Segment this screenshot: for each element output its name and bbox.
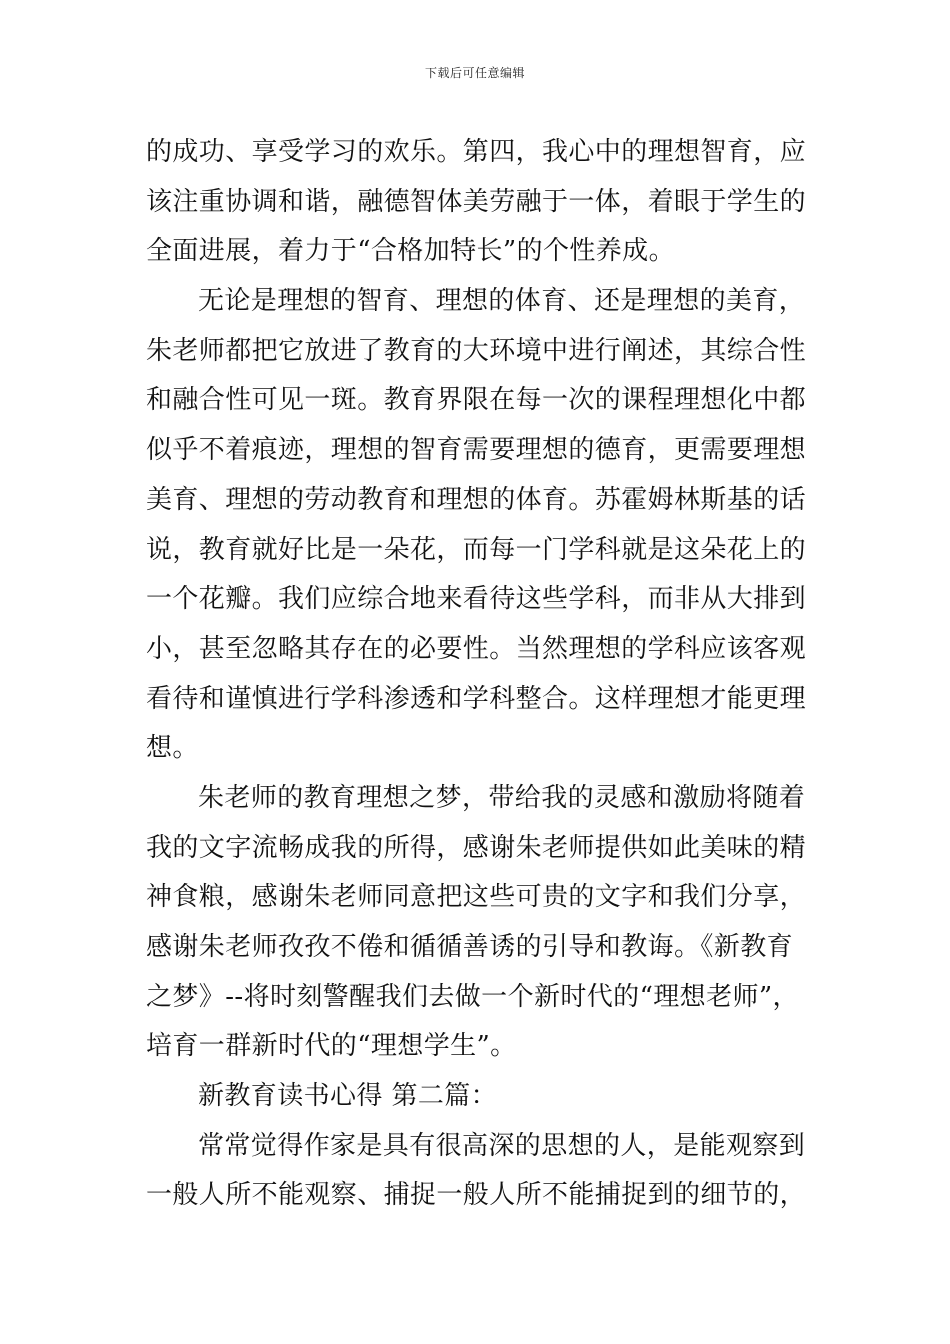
text-line: 美育、理想的劳动教育和理想的体育。苏霍姆林斯基的话 [146,484,807,515]
text-line: 小，甚至忽略其存在的必要性。当然理想的学科应该客观 [146,633,807,664]
page-header: 下载后可任意编辑 [424,66,525,80]
text-line: 感谢朱老师孜孜不倦和循循善诱的引导和教诲。《新教育 [146,932,794,962]
text-line: 我的文字流畅成我的所得，感谢朱老师提供如此美味的精 [146,832,807,863]
text-line: 看待和谨慎进行学科渗透和学科整合。这样理想才能更理 [146,683,807,714]
text-line: 似乎不着痕迹，理想的智育需要理想的德育，更需要理想 [146,435,807,466]
document-body [146,128,816,1221]
text-line: 一般人所不能观察、捕捉一般人所不能捕捉到的细节的， [146,1180,807,1211]
text-line: 的成功、享受学习的欢乐。第四，我心中的理想智育，应 [146,137,807,167]
paragraph-first-line: 常常觉得作家是具有很高深的思想的人，是能观察到 [198,1130,806,1161]
paragraph-first-line: 无论是理想的智育、理想的体育、还是理想的美育， [198,286,806,317]
section-heading: 新教育读书心得 第二篇： [198,1081,498,1112]
text-line: 说，教育就好比是一朵花，而每一门学科就是这朵花上的 [146,534,807,565]
text-line: 之梦》--将时刻警醒我们去做一个新时代的“理想老师”， [146,981,799,1012]
text-line: 该注重协调和谐，融德智体美劳融于一体，着眼于学生的 [146,186,807,217]
text-line: 全面进展，着力于“合格加特长”的个性养成。 [146,236,675,267]
text-line: 朱老师都把它放进了教育的大环境中进行阐述，其综合性 [146,335,807,366]
text-line: 想。 [146,733,199,764]
text-line: 一个花瓣。我们应综合地来看待这些学科，而非从大排到 [146,584,807,615]
text-line: 培育一群新时代的“理想学生”。 [146,1031,517,1062]
text-line: 和融合性可见一斑。教育界限在每一次的课程理想化中都 [146,385,807,416]
paragraph-first-line: 朱老师的教育理想之梦，带给我的灵感和激励将随着 [198,782,806,813]
text-line: 神食粮，感谢朱老师同意把这些可贵的文字和我们分享， [146,882,807,913]
